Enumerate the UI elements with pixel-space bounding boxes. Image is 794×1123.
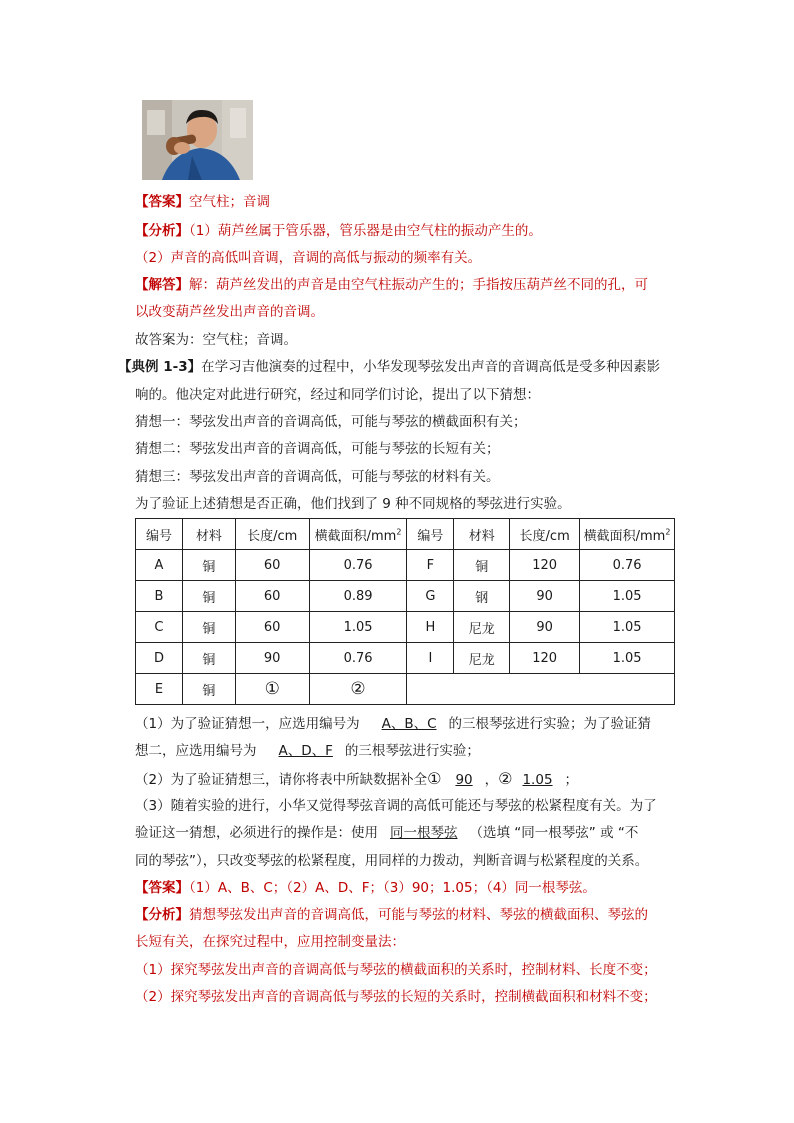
table-cell: A [136, 550, 183, 581]
table-cell: 0.76 [580, 550, 675, 581]
table-intro [135, 494, 571, 514]
table-cell: 60 [235, 550, 309, 581]
header-cell: 长度/cm [235, 519, 309, 550]
intro-text: 为了验证上述猜想是否正确，他们找到了 9 种不同规格的琴弦进行实验。 [135, 496, 571, 512]
fill-blank: 同一根琴弦 [390, 825, 458, 841]
question-text: （选填 “同一根琴弦” 或 “不 [469, 825, 639, 841]
header-cell: 编号 [407, 519, 454, 550]
string-spec-table [135, 518, 675, 705]
analysis-2-line-4 [135, 987, 657, 1007]
table-row [136, 674, 675, 705]
question-3-line-1 [135, 796, 657, 816]
analysis-2-line-2 [135, 932, 405, 952]
analysis-tag: 【分析】 [135, 907, 189, 923]
table-cell: ② [309, 674, 407, 705]
analysis-text: （1）探究琴弦发出声音的音调高低与琴弦的横截面积的关系时，控制材料、长度不变； [135, 962, 657, 978]
table-row [136, 612, 675, 643]
circle-marker: ① [427, 769, 442, 788]
answer-text: 空气柱；音调 [189, 194, 270, 210]
answer-tag: 【答案】 [135, 880, 189, 896]
table-cell: ① [235, 674, 309, 705]
table-header-row [136, 519, 675, 550]
analysis-text: （1）葫芦丝属于管乐器，管乐器是由空气柱的振动产生的。 [189, 223, 542, 239]
table-cell: D [136, 643, 183, 674]
table-cell: 铜 [182, 550, 235, 581]
table-cell: 钢 [454, 581, 510, 612]
analysis-2-line-3 [135, 960, 657, 980]
solution-line-1 [135, 275, 648, 295]
question-3-line-2 [135, 823, 638, 843]
table-cell: 120 [510, 550, 580, 581]
question-text: （3）随着实验的进行，小华又觉得琴弦音调的高低可能还与琴弦的松紧程度有关。为了 [135, 798, 657, 814]
table-cell: 铜 [182, 612, 235, 643]
table-cell: 60 [235, 581, 309, 612]
guess-1 [135, 412, 527, 432]
example-text: 在学习吉他演奏的过程中，小华发现琴弦发出声音的音调高低是受多种因素影 [201, 359, 661, 375]
table-cell: 90 [510, 612, 580, 643]
table-empty-cell [407, 674, 675, 705]
table-cell: 铜 [182, 674, 235, 705]
table-cell: 铜 [182, 581, 235, 612]
solution-text: 以改变葫芦丝发出声音的音调。 [135, 304, 324, 320]
table-row [136, 581, 675, 612]
table-cell: 1.05 [580, 612, 675, 643]
question-text: ； [564, 772, 579, 788]
question-text: 验证这一猜想，必须进行的操作是：使用 [135, 825, 378, 841]
analysis-tag: 【分析】 [135, 223, 189, 239]
table-row [136, 643, 675, 674]
table-cell: 铜 [454, 550, 510, 581]
example-tag: 【典例 1-3】 [118, 359, 202, 375]
analysis-text: （2）探究琴弦发出声音的音调高低与琴弦的长短的关系时，控制横截面积和材料不变； [135, 989, 657, 1005]
conclusion-line [135, 330, 297, 350]
table-cell: 120 [510, 643, 580, 674]
analysis-text: （2）声音的高低叫音调，音调的高低与振动的频率有关。 [135, 250, 482, 266]
question-1-line-1 [135, 714, 651, 734]
solution-line-2 [135, 302, 324, 322]
table-cell: F [407, 550, 454, 581]
analysis-2-line-1 [135, 905, 648, 925]
example-line-1 [118, 357, 660, 377]
table-row [136, 550, 675, 581]
answer-line-1 [135, 192, 270, 212]
guess-text: 猜想二：琴弦发出声音的音调高低，可能与琴弦的长短有关； [135, 441, 500, 457]
fill-blank: 1.05 [522, 772, 553, 788]
solution-tag: 【解答】 [135, 277, 189, 293]
header-cell: 材料 [182, 519, 235, 550]
fill-blank: 90 [455, 772, 473, 788]
question-2-line [135, 769, 578, 790]
table-cell: C [136, 612, 183, 643]
question-text: 的三根琴弦进行实验；为了验证猜 [448, 716, 652, 732]
question-text: ， [484, 772, 499, 788]
answer-text: （1）A、B、C；（2）A、D、F；（3）90；1.05；（4）同一根琴弦。 [189, 880, 596, 896]
table-cell: 尼龙 [454, 643, 510, 674]
question-text: （2）为了验证猜想三，请你将表中所缺数据补全 [135, 772, 428, 788]
table-cell: 0.76 [309, 550, 407, 581]
answer-line-2 [135, 878, 596, 898]
table-cell: 90 [510, 581, 580, 612]
table-cell: 铜 [182, 643, 235, 674]
table-cell: E [136, 674, 183, 705]
table-cell: H [407, 612, 454, 643]
solution-text: 解：葫芦丝发出的声音是由空气柱振动产生的；手指按压葫芦丝不同的孔，可 [189, 277, 648, 293]
fill-blank: A、D、F [278, 743, 333, 759]
table-cell: 尼龙 [454, 612, 510, 643]
guess-2 [135, 439, 500, 459]
question-text: 想二，应选用编号为 [135, 743, 257, 759]
table-cell: B [136, 581, 183, 612]
header-cell: 材料 [454, 519, 510, 550]
table-cell: 0.76 [309, 643, 407, 674]
fill-blank: A、B、C [381, 716, 437, 732]
table-cell: 1.05 [580, 581, 675, 612]
question-text: 的三根琴弦进行实验； [344, 743, 480, 759]
analysis-text: 长短有关，在探究过程中，应用控制变量法： [135, 934, 405, 950]
example-text: 响的。他决定对此进行研究，经过和同学们讨论，提出了以下猜想： [135, 387, 540, 403]
answer-tag: 【答案】 [135, 194, 189, 210]
question-text: 同的琴弦”），只改变琴弦的松紧程度，用同样的力拨动，判断音调与松紧程度的关系。 [135, 853, 649, 869]
table-cell: 0.89 [309, 581, 407, 612]
analysis-line-1 [135, 221, 542, 241]
guess-3 [135, 467, 500, 487]
example-line-2 [135, 385, 540, 405]
header-cell: 横截面积$/mm^2$ [309, 519, 407, 550]
header-cell: 长度/cm [510, 519, 580, 550]
table-cell: 1.05 [580, 643, 675, 674]
circle-marker: ② [498, 769, 513, 788]
table-cell: 90 [235, 643, 309, 674]
astronaut-photo [142, 100, 253, 180]
table-cell: 1.05 [309, 612, 407, 643]
analysis-line-2 [135, 248, 481, 268]
table-cell: I [407, 643, 454, 674]
question-1-line-2 [135, 741, 480, 761]
question-text: （1）为了验证猜想一，应选用编号为 [135, 716, 360, 732]
table-cell: G [407, 581, 454, 612]
conclusion-text: 故答案为：空气柱；音调。 [135, 332, 297, 348]
header-cell: 横截面积$/mm^2$ [580, 519, 675, 550]
guess-text: 猜想三：琴弦发出声音的音调高低，可能与琴弦的材料有关。 [135, 469, 500, 485]
analysis-text: 猜想琴弦发出声音的音调高低，可能与琴弦的材料、琴弦的横截面积、琴弦的 [189, 907, 648, 923]
guess-text: 猜想一：琴弦发出声音的音调高低，可能与琴弦的横截面积有关； [135, 414, 527, 430]
header-cell: 编号 [136, 519, 183, 550]
table-cell: 60 [235, 612, 309, 643]
question-3-line-3 [135, 851, 648, 871]
